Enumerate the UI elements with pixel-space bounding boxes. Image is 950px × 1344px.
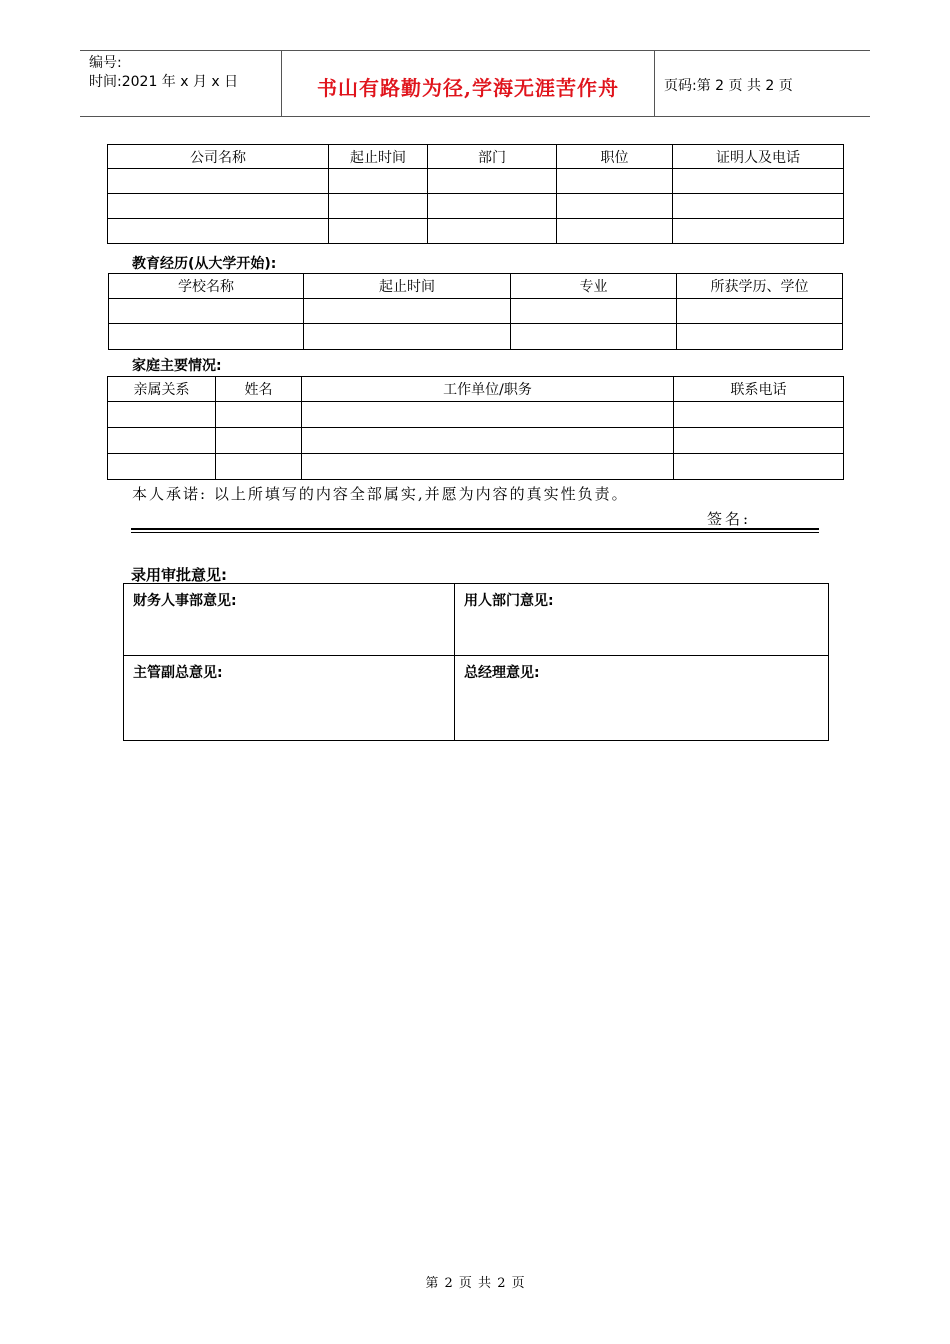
header-motto: 书山有路勤为径,学海无涯苦作舟	[317, 76, 619, 100]
column-header: 工作单位/职务	[302, 377, 674, 402]
table-cell[interactable]	[428, 169, 557, 194]
table-row	[108, 428, 844, 454]
work-history-table	[107, 144, 844, 244]
header-top-rule	[80, 50, 870, 51]
table-row	[124, 584, 829, 656]
table-cell[interactable]	[677, 324, 843, 350]
table-cell[interactable]	[674, 402, 844, 428]
column-header: 所获学历、学位	[677, 274, 843, 299]
number-label: 编号:	[89, 55, 122, 71]
approval-table	[123, 583, 829, 741]
table-cell[interactable]	[677, 299, 843, 324]
table-cell[interactable]	[108, 194, 329, 219]
table-cell[interactable]	[109, 299, 304, 324]
column-header: 姓名	[216, 377, 302, 402]
table-row	[109, 299, 843, 324]
header-divider	[654, 50, 655, 117]
gm-opinion-label: 总经理意见:	[464, 665, 540, 681]
education-title: 教育经历(从大学开始):	[132, 256, 277, 272]
table-cell[interactable]	[673, 194, 844, 219]
table-cell[interactable]	[302, 454, 674, 480]
table-cell[interactable]	[329, 219, 428, 244]
table-cell[interactable]	[108, 454, 216, 480]
table-cell[interactable]	[511, 299, 677, 324]
table-cell[interactable]	[216, 454, 302, 480]
column-header: 职位	[557, 145, 673, 169]
approval-title: 录用审批意见:	[131, 566, 227, 584]
finance-hr-opinion-label: 财务人事部意见:	[133, 593, 237, 609]
employing-dept-opinion-cell[interactable]	[455, 584, 829, 656]
column-header: 联系电话	[674, 377, 844, 402]
table-cell[interactable]	[216, 428, 302, 454]
table-cell[interactable]	[673, 169, 844, 194]
divider-line	[131, 532, 819, 533]
table-header-row	[109, 274, 843, 299]
column-header: 证明人及电话	[673, 145, 844, 169]
table-cell[interactable]	[428, 219, 557, 244]
table-row	[109, 324, 843, 350]
column-header: 起止时间	[329, 145, 428, 169]
table-cell[interactable]	[428, 194, 557, 219]
table-cell[interactable]	[511, 324, 677, 350]
pledge-statement: 本人承诺: 以上所填写的内容全部属实,并愿为内容的真实性负责。	[132, 485, 629, 503]
table-cell[interactable]	[304, 299, 511, 324]
column-header: 公司名称	[108, 145, 329, 169]
table-row	[108, 454, 844, 480]
table-row	[108, 402, 844, 428]
column-header: 专业	[511, 274, 677, 299]
table-row	[124, 656, 829, 741]
vp-opinion-label: 主管副总意见:	[133, 665, 223, 681]
table-cell[interactable]	[674, 428, 844, 454]
table-cell[interactable]	[302, 402, 674, 428]
table-header-row	[108, 145, 844, 169]
employing-dept-opinion-label: 用人部门意见:	[464, 593, 554, 609]
table-cell[interactable]	[674, 454, 844, 480]
table-cell[interactable]	[304, 324, 511, 350]
column-header: 起止时间	[304, 274, 511, 299]
page-header	[80, 50, 870, 117]
family-table	[107, 376, 844, 480]
table-cell[interactable]	[673, 219, 844, 244]
header-bottom-rule	[80, 116, 870, 117]
family-title: 家庭主要情况:	[132, 358, 222, 374]
table-cell[interactable]	[557, 194, 673, 219]
table-row	[108, 194, 844, 219]
time-label: 时间:2021 年 x 月 x 日	[89, 74, 239, 90]
column-header: 亲属关系	[108, 377, 216, 402]
column-header: 学校名称	[109, 274, 304, 299]
finance-hr-opinion-cell[interactable]	[124, 584, 455, 656]
table-cell[interactable]	[557, 169, 673, 194]
header-page-info: 页码:第 2 页 共 2 页	[664, 78, 793, 94]
column-header: 部门	[428, 145, 557, 169]
table-row	[108, 169, 844, 194]
education-table	[108, 273, 843, 350]
table-row	[108, 219, 844, 244]
table-header-row	[108, 377, 844, 402]
divider-line	[131, 528, 819, 530]
table-cell[interactable]	[108, 428, 216, 454]
signature-label: 签名:	[707, 510, 752, 528]
table-cell[interactable]	[108, 169, 329, 194]
table-cell[interactable]	[109, 324, 304, 350]
page-footer: 第 2 页 共 2 页	[425, 1276, 525, 1291]
table-cell[interactable]	[108, 219, 329, 244]
gm-opinion-cell[interactable]	[455, 656, 829, 741]
table-cell[interactable]	[329, 194, 428, 219]
table-cell[interactable]	[302, 428, 674, 454]
table-cell[interactable]	[557, 219, 673, 244]
header-meta	[89, 54, 238, 92]
table-cell[interactable]	[329, 169, 428, 194]
table-cell[interactable]	[108, 402, 216, 428]
vp-opinion-cell[interactable]	[124, 656, 455, 741]
table-cell[interactable]	[216, 402, 302, 428]
